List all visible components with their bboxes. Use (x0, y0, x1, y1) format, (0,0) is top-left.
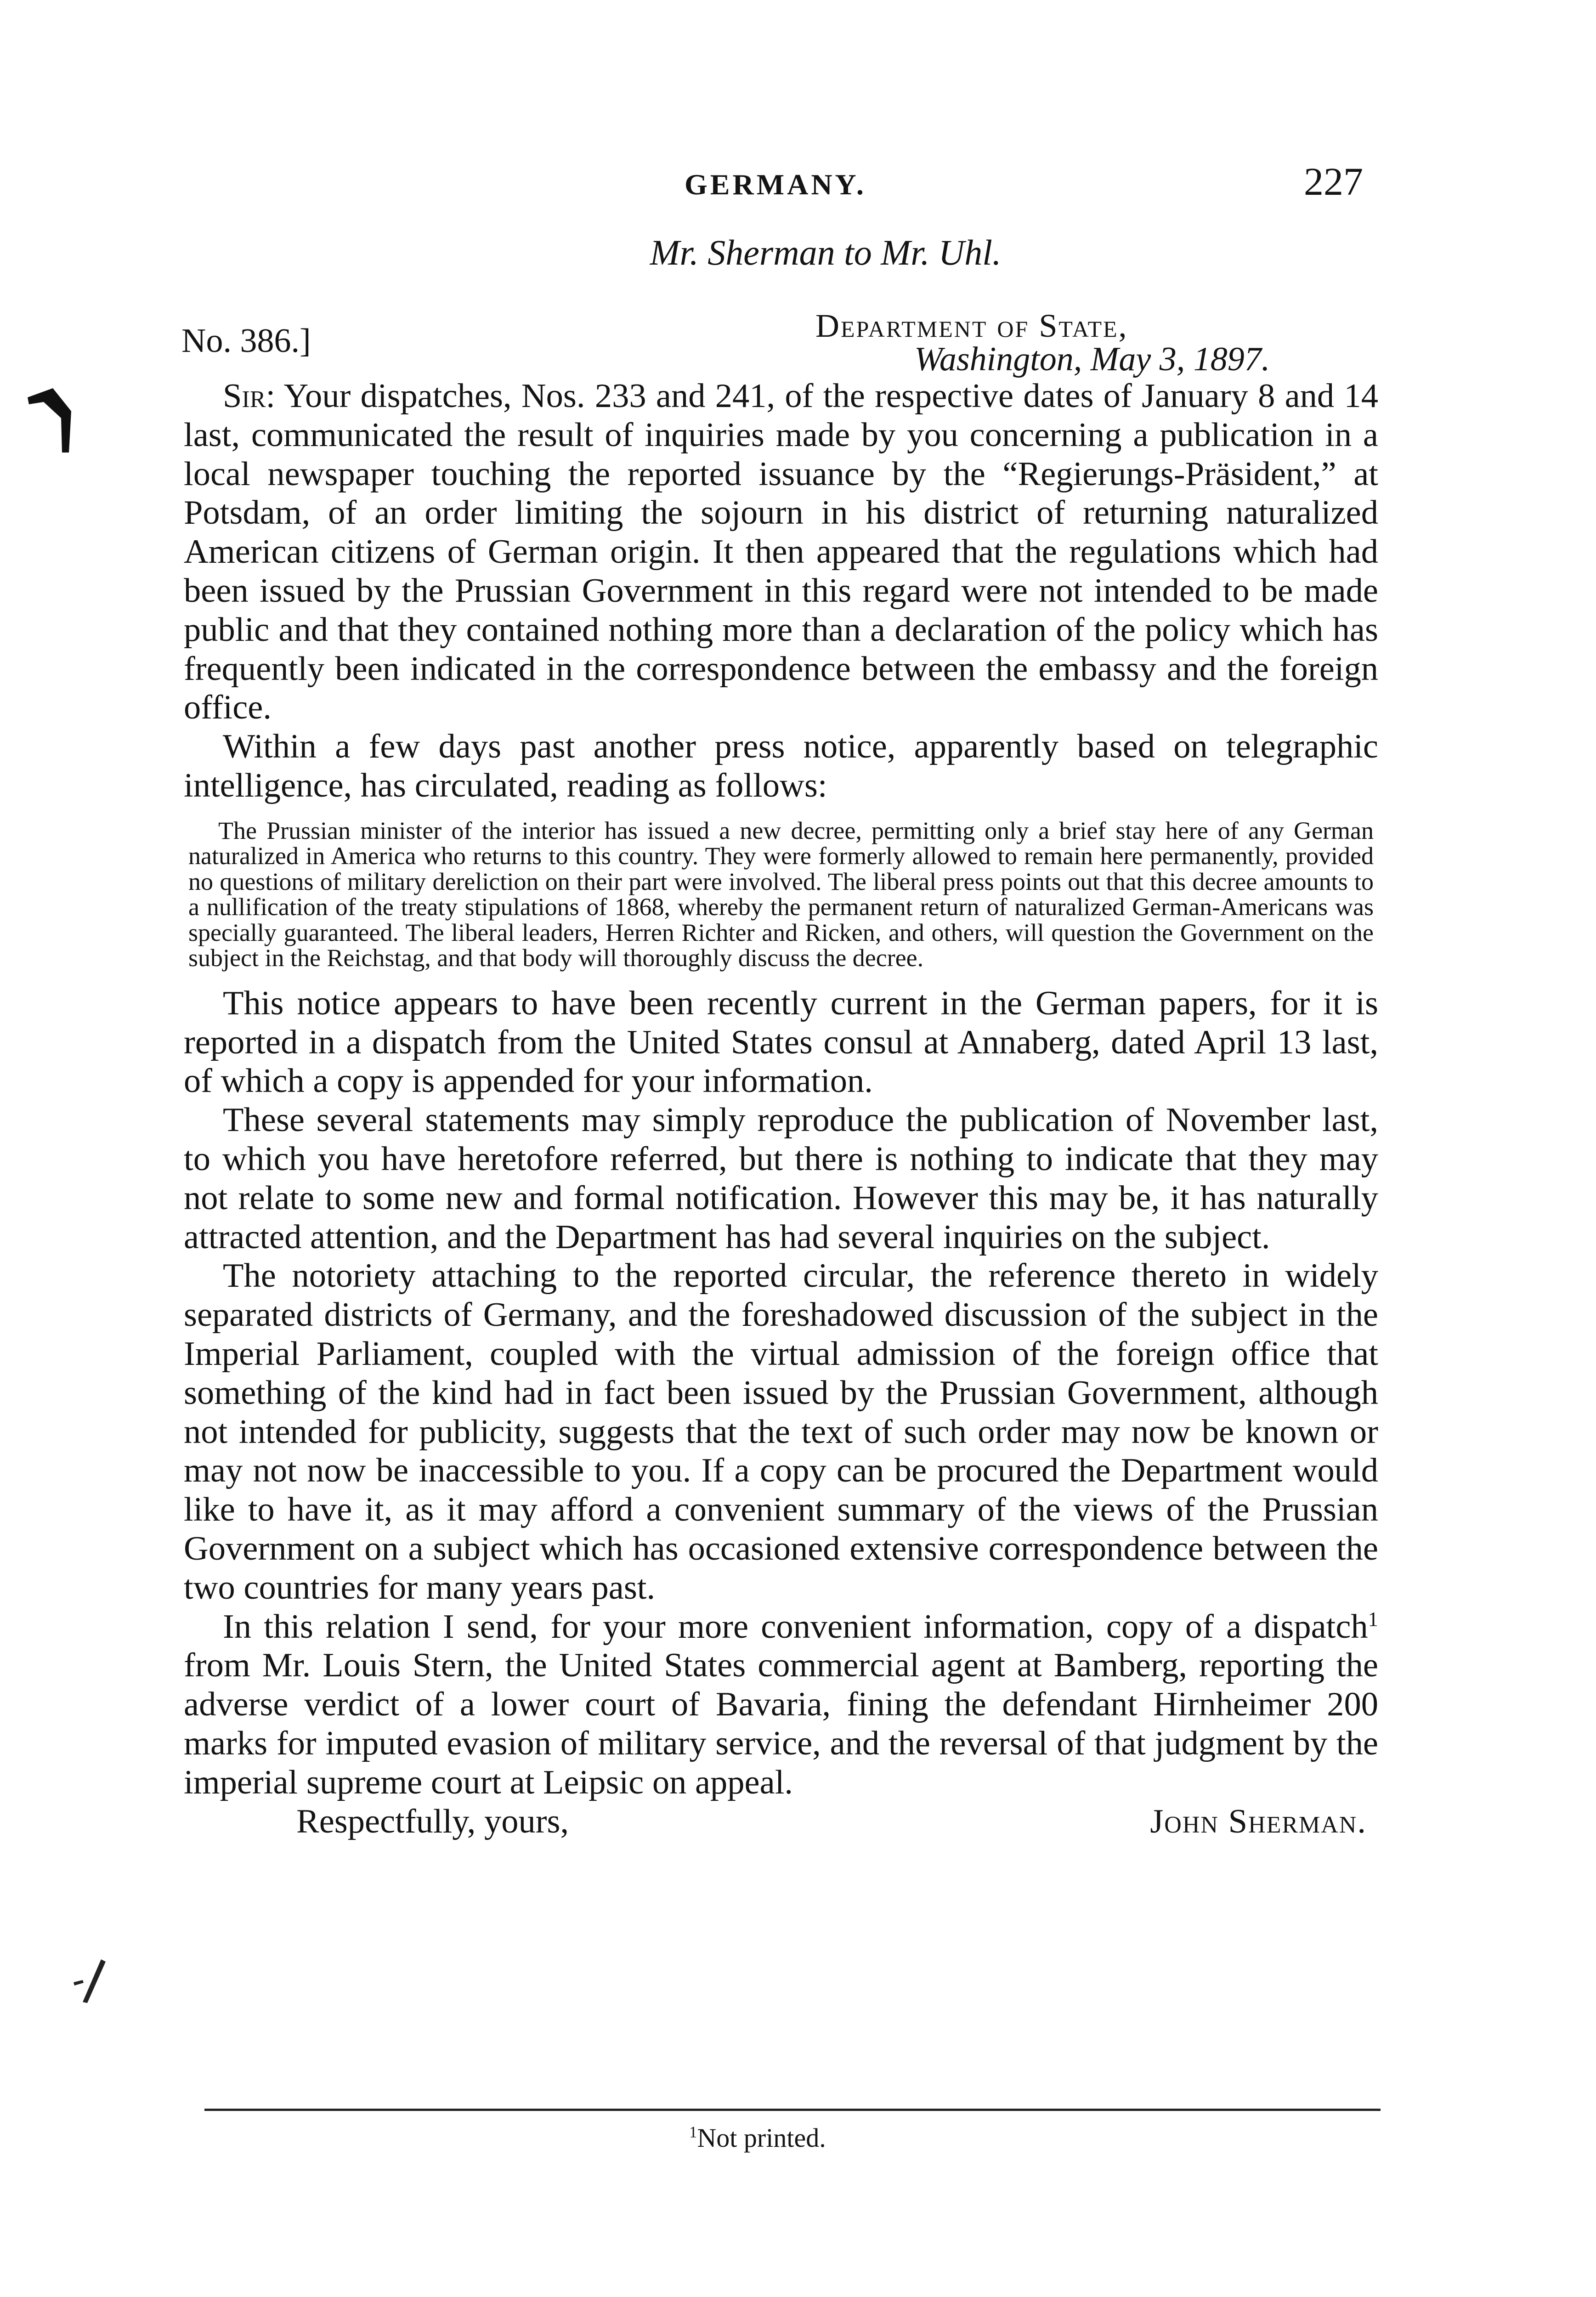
quoted-press-notice: The Prussian minister of the interior has issued a new decree, permitting only a brief stay here of any German naturalized in America who returns to this country. They were formerly allowed to remain here permanently, provided no questions of military dereliction on their part were involved. The liberal press points out that this decree amounts to a nullification of the treaty stipulations of 1868, whereby the permanent return of naturalized German-Americans was specially guaranteed. The liberal leaders, Herren Richter and Ricken, and others, will question the Government on the subject in the Reichstag, and that body will thoroughly discuss the decree. (188, 816, 1374, 972)
paragraph-5: The notoriety attaching to the reported circular, the reference thereto in widely separated districts of Germany, and the foreshadowed discussion of the subject in the Imperial Parliament, coupled with the virtual admission of the foreign office that something of the kind had in fact been issued by the Prussian Government, although not intended for publicity, suggests that the text of such order may now be known or may not now be inaccessible to you. If a copy can be procured the Department would like to have it, as it may afford a convenient summary of the views of the Prussian Government on a subject which has occasioned extensive correspondence between the two countries for many years past. (184, 1257, 1378, 1607)
letter-body (184, 377, 1378, 1841)
paragraph-6-text-b: from Mr. Louis Stern, the United States commercial agent at Bamberg, reporting the adverse verdict of a lower court of Bavaria, fining the defendant Hirnheimer 200 marks for imputed evasion of military service, and the reversal of that judgment by the imperial supreme court at Leipsic on appeal. (184, 1646, 1378, 1801)
footnote-reference: 1 (1368, 1607, 1378, 1630)
footnote-text: Not printed. (697, 2123, 826, 2153)
paragraph-2: Within a few days past another press notice, apparently based on telegraphic intelligence, has circulated, reading as follows: (184, 728, 1378, 804)
dateline: Washington, May 3, 1897. (914, 340, 1270, 378)
paragraph-1-text: : Your dispatches, Nos. 233 and 241, of the respective dates of January 8 and 14 last, communicated the result of inquiries made by you concerning a publication in a local newspaper touching the reported issuance by the “Regierungs-Präsident,” at Potsdam, of an order limiting the sojourn in his district of returning naturalized American citizens of German origin. It then appeared that the regulations which had been issued by the Prussian Government in this regard were not intended to be made public and that they contained nothing more than a declaration of the policy which has frequently been indicated in the correspondence between the embassy and the foreign office. (184, 377, 1378, 727)
margin-mark-icon (25, 384, 80, 457)
signature: John Sherman. (1150, 1802, 1367, 1840)
running-title: GERMANY. (685, 168, 866, 201)
paragraph-6 (184, 1607, 1378, 1802)
paragraph-3: This notice appears to have been recently current in the German papers, for it is reported in a dispatch from the United States consul at Annaberg, dated April 13 last, of which a copy is appended for your information. (184, 984, 1378, 1100)
footnote (689, 2122, 826, 2153)
margin-tick-icon (69, 1957, 110, 2008)
paragraph-1 (184, 377, 1378, 727)
letter-number: No. 386.] (181, 322, 311, 360)
closing (184, 1802, 1378, 1841)
salutation: Sir (223, 377, 266, 415)
complimentary-close: Respectfully, yours, (296, 1802, 569, 1840)
department-line: Department of State, (815, 307, 1128, 344)
paragraph-6-text-a: In this relation I send, for your more convenient information, copy of a dispatch (223, 1607, 1368, 1646)
running-head (0, 158, 1596, 214)
paragraph-4: These several statements may simply reproduce the publication of November last, to which you have heretofore referred, but there is nothing to indicate that they may not relate to some new and formal notification. However this may be, it has naturally attracted attention, and the Department has had several inquiries on the subject. (184, 1101, 1378, 1256)
page-number: 227 (1304, 159, 1363, 204)
footnote-rule (204, 2109, 1381, 2111)
footnote-marker: 1 (689, 2123, 697, 2141)
letter-heading: Mr. Sherman to Mr. Uhl. (650, 232, 1002, 272)
